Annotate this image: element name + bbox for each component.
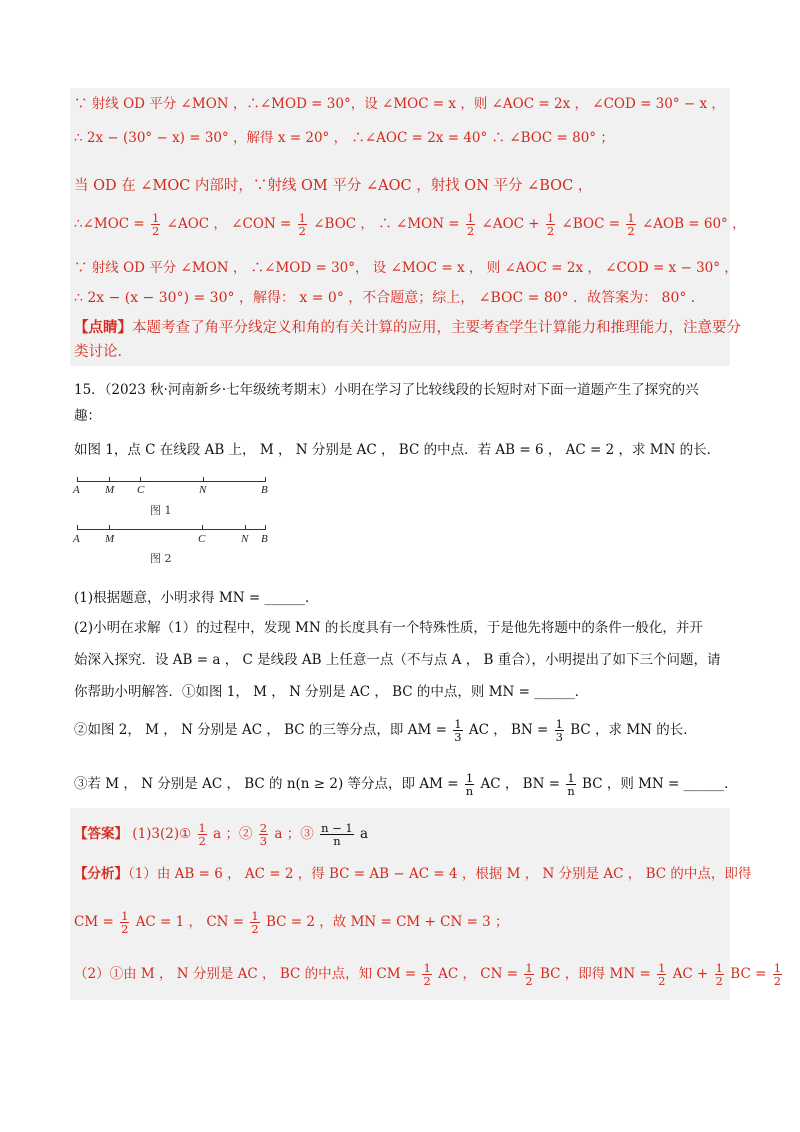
fig1-point-C: C [137, 484, 145, 496]
fig2-point-C: C [198, 533, 206, 545]
comment-tag: 【点睛】 [74, 319, 132, 336]
problem-header: 15．（2023 秋·河南新乡·七年级统考期末）小明在学习了比较线段的长短时对下面一道题产生了探究的兴 [74, 382, 699, 398]
answer-tag: 【答案】 [74, 826, 128, 842]
question-1: (1)根据题意，小明求得 MN = ______． [74, 590, 319, 606]
solution-line-1: ∵ 射线 OD 平分 ∠MON ，∴∠MOD = 30°，设 ∠MOC = x ，则 ∠AOC = 2x ， ∠COD = 30° − x ， [74, 96, 725, 112]
question-2-line-5: ③若 M ， N 分别是 AC ， BC 的 n(n ≥ 2) 等分点，即 AM = $\frac{1}{n}$ AC ， BN = $\frac{1}{n}$ BC ，则 MN = ______． [74, 771, 738, 798]
solution-line-4: ∴∠MOC = $\frac{1}{2}$ ∠AOC ， ∠CON = $\frac{1}{2}$ ∠BOC ， ∴ ∠MON = $\frac{1}{2}$ ∠AOC + $\frac{1}{2}$ ∠BOC = $\frac{1}{2}$ ∠AOB = 60° ， [74, 211, 746, 238]
solution-line-3: 当 OD 在 ∠MOC 内部时，∵射线 OM 平分 ∠AOC ，射找 ON 平分 ∠BOC ， [74, 178, 593, 194]
fig1-caption: 图 1 [150, 504, 172, 517]
fig1-point-N: N [199, 484, 207, 496]
fig1-point-B: B [261, 484, 268, 496]
question-2-line-4: ②如图 2， M ， N 分别是 AC ， BC 的三等分点，即 AM = $\frac{1}{3}$ AC ， BN = $\frac{1}{3}$ BC ，求 MN 的长． [74, 717, 697, 744]
comment [74, 318, 741, 338]
fig2-point-M: M [105, 533, 115, 545]
solution-line-2: ∴ 2x − (30° − x) = 30° ，解得 x = 20° ， ∴∠AOC = 2x = 40° ∴ ∠BOC = 80° ； [74, 130, 614, 146]
fig2-point-A: A [73, 533, 80, 545]
solution-line-6: ∴ 2x − (x − 30°) = 30° ，解得： x = 0° ，不合题意；综上， ∠BOC = 80° ．故答案为： 80° ． [74, 290, 705, 306]
problem-header-2: 趣： [74, 408, 101, 424]
fig1-point-M: M [105, 484, 115, 496]
analysis-line-2: CM = $\frac{1}{2}$ AC = 1 ， CN = $\frac{1}{2}$ BC = 2 ，故 MN = CM + CN = 3 ； [74, 909, 509, 936]
comment-line-1: 本题考查了角平分线定义和角的有关计算的应用，主要考查学生计算能力和推理能力，注意要分 [132, 320, 741, 336]
fig2-point-N: N [241, 533, 249, 545]
question-2-line-1: (2)小明在求解（1）的过程中，发现 MN 的长度具有一个特殊性质，于是他先将题中的条件一般化，并开 [74, 620, 703, 636]
problem-stem: 如图 1，点 C 在线段 AB 上， M ， N 分别是 AC ， BC 的中点．若 AB = 6 ， AC = 2 ，求 MN 的长． [74, 442, 721, 458]
fig2-caption: 图 2 [150, 552, 172, 565]
analysis-line-3: （2）①由 M ， N 分别是 AC ， BC 的中点，知 CM = $\frac{1}{2}$ AC ， CN = $\frac{1}{2}$ BC ，即得 MN = $\frac{1}{2}$ AC + $\frac{1}{2}$ BC = $\frac{1}{2}$ [74, 961, 782, 988]
answer: 【答案】 (1)3(2)① $\frac{1}{2}$ a ；② $\frac{2}{3}$ a ；③ $\frac{n - 1}{n}$ a [74, 821, 369, 848]
analysis-tag: 【分析】 [74, 866, 128, 882]
question-2-line-3: 你帮助小明解答．①如图 1， M ， N 分别是 AC ， BC 的中点，则 MN = ______． [74, 684, 589, 700]
solution-line-5: ∵ 射线 OD 平分 ∠MON ， ∴∠MOD = 30°， 设 ∠MOC = x ， 则 ∠AOC = 2x ， ∠COD = x − 30° ， [74, 260, 738, 276]
fig1-point-A: A [73, 484, 80, 496]
fig2-point-B: B [261, 533, 268, 545]
question-2-line-2: 始深入探究．设 AB = a ， C 是线段 AB 上任意一点（不与点 A ， B 重合），小明提出了如下三个问题，请 [74, 652, 721, 668]
analysis-line-1: 【分析】（1）由 AB = 6 ， AC = 2 ，得 BC = AB − AC = 4 ，根据 M ， N 分别是 AC ， BC 的中点，即得 [74, 866, 752, 882]
comment-line-2: 类讨论． [74, 344, 132, 360]
